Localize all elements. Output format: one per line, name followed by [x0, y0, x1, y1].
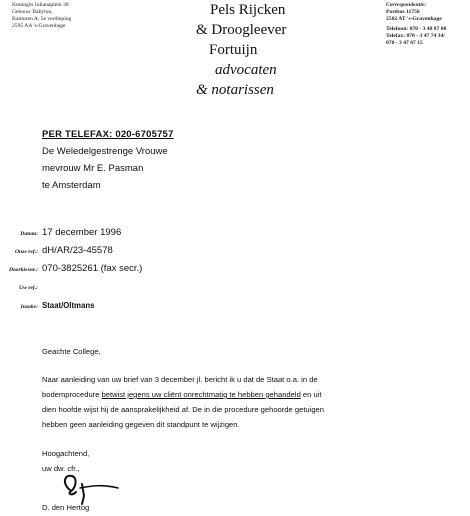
- salutation: Geachte College,: [42, 347, 101, 356]
- firm-name: [196, 0, 286, 100]
- date-label: Datum:: [20, 231, 38, 237]
- paragraph-line: Naar aanleiding van uw brief van 3 december jl. bericht ik u dat de Staat o.a. in de: [42, 375, 318, 384]
- subject-label: Inzake:: [20, 304, 38, 310]
- closing: Hoogachtend,: [42, 449, 90, 458]
- address-line: 2595 AA 's-Gravenhage: [12, 23, 66, 29]
- signatory-name: D. den Hertog: [42, 503, 90, 512]
- text-segment: en uit: [300, 390, 322, 399]
- our-ref-label: Onze ref.:: [15, 249, 38, 255]
- sender-address: [12, 2, 71, 30]
- fax-header: PER TELEFAX: 020-6705757: [42, 129, 174, 140]
- paragraph-line: hebben geen aanleiding gegeven dit standpunt te wijzigen.: [42, 420, 240, 429]
- address-line: Kantoren A, 5e verdieping: [12, 16, 72, 22]
- our-ref-value: dH/AR/23-45578: [42, 245, 113, 256]
- text-segment: bodemprocedure: [42, 390, 102, 399]
- correspondence-address: [386, 2, 446, 47]
- address-line: Postbus 11756: [386, 9, 420, 15]
- firm-line: & Droogleever: [196, 22, 287, 38]
- date-value: 17 december 1996: [42, 227, 122, 238]
- underlined-text: betwist jegens uw cliënt onrechtmatig te hebben gehandeld: [101, 390, 301, 399]
- your-ref-label: Uw ref.:: [19, 285, 38, 291]
- firm-line: advocaten: [215, 62, 277, 78]
- recipient-line: De Weledelgestrenge Vrouwe: [42, 146, 168, 157]
- firm-line: & notarissen: [196, 82, 274, 98]
- firm-line: Fortuijn: [209, 42, 258, 58]
- address-line: Gebouw Babylon,: [12, 9, 53, 15]
- address-line: 2502 AT 's-Gravenhage: [386, 16, 442, 22]
- direct-dial-label: Doorkiesnr.:: [8, 267, 38, 273]
- subject-value: Staat/Oltmans: [42, 301, 95, 310]
- address-line: Koningin Julianaplein 30: [12, 2, 69, 8]
- direct-dial-value: 070-3825261 (fax secr.): [42, 263, 143, 274]
- recipient-line: te Amsterdam: [42, 180, 101, 191]
- recipient-line: mevrouw Mr E. Pasman: [42, 163, 144, 174]
- fax-line: Telefax: 070 - 3 47 74 34/: [386, 33, 445, 39]
- correspondence-heading: Correspondentie:: [386, 2, 427, 8]
- paragraph-line: dien hoofde wijst hij de aansprakelijkheid af. De in die procedure gehoorde getuigen: [42, 405, 325, 414]
- signoff: uw dw. cfr.,: [42, 464, 80, 473]
- fax-line: 070 - 3 47 67 15: [386, 40, 423, 46]
- phone-line: Telefoon: 070 - 3 48 87 00: [386, 26, 447, 32]
- paragraph-line: [42, 387, 321, 402]
- firm-line: Pels Rijcken: [210, 2, 286, 18]
